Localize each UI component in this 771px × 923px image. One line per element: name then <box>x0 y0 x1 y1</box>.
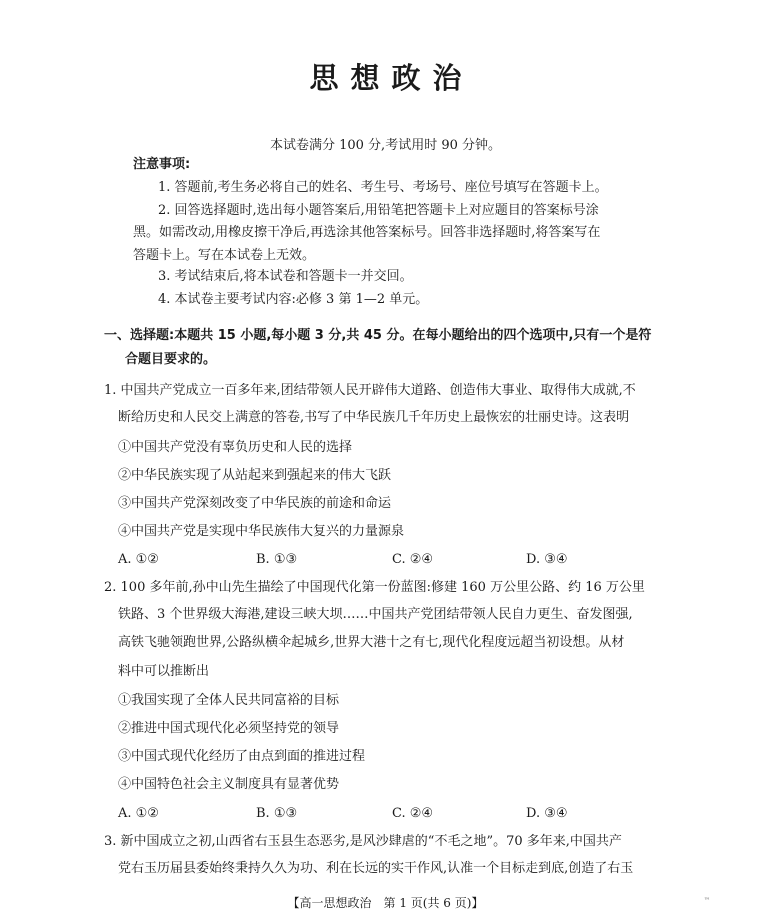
q1-stem: 断给历史和人民交上满意的答卷,书写了中华民族几千年历史上最恢宏的壮丽史诗。这表明 <box>118 410 630 425</box>
q1-option-a[interactable]: A. ①② <box>118 552 159 567</box>
q2-option-c[interactable]: C. ②④ <box>392 806 434 821</box>
page-title: 思想政治 <box>309 61 474 95</box>
section-heading: 一、选择题:本题共 15 小题,每小题 3 分,共 45 分。在每小题给出的四个选项中,只有一个是符 <box>104 328 652 343</box>
q2-stem: 铁路、3 个世界级大海港,建设三峡大坝……中国共产党团结带领人民自力更生、奋发图强, <box>118 607 633 622</box>
section-heading-cont: 合题目要求的。 <box>125 352 217 367</box>
page-footer: 【高一思想政治 第 1 页(共 6 页)】 <box>287 896 484 910</box>
q2-stem: 2. 100 多年前,孙中山先生描绘了中国现代化第一份蓝图:修建 160 万公里公路、约 16 万公里 <box>104 580 645 595</box>
notice-line: 4. 本试卷主要考试内容:必修 3 第 1—2 单元。 <box>158 292 429 307</box>
q3-stem: 3. 新中国成立之初,山西省右玉县生态恶劣,是风沙肆虐的“不毛之地”。70 多年来,中国共产 <box>104 834 622 849</box>
subtitle: 本试卷满分 100 分,考试用时 90 分钟。 <box>269 138 502 153</box>
q1-option-b[interactable]: B. ①③ <box>256 552 298 567</box>
notice-line: 2. 回答选择题时,选出每小题答案后,用铅笔把答题卡上对应题目的答案标号涂 <box>158 203 599 218</box>
q2-stem: 高铁飞驰领跑世界,公路纵横伞起城乡,世界大港十之有七,现代化程度远超当初设想。从材 <box>118 635 625 650</box>
notice-line: 黑。如需改动,用橡皮擦干净后,再选涂其他答案标号。回答非选择题时,将答案写在 <box>133 225 601 240</box>
q1-stem: 1. 中国共产党成立一百多年来,团结带领人民开辟伟大道路、创造伟大事业、取得伟大成就,不 <box>104 383 636 398</box>
notice-line: 3. 考试结束后,将本试卷和答题卡一并交回。 <box>158 269 413 284</box>
q2-item: ②推进中国式现代化必须坚持党的领导 <box>118 721 340 736</box>
q1-item: ④中国共产党是实现中华民族伟大复兴的力量源泉 <box>118 524 405 539</box>
q1-item: ①中国共产党没有辜负历史和人民的选择 <box>118 440 353 455</box>
q2-item: ④中国特色社会主义制度具有显著优势 <box>118 777 340 792</box>
q1-item: ②中华民族实现了从站起来到强起来的伟大飞跃 <box>118 468 392 483</box>
q2-option-b[interactable]: B. ①③ <box>256 806 298 821</box>
notice-line: 1. 答题前,考生务必将自己的姓名、考生号、考场号、座位号填写在答题卡上。 <box>158 180 608 195</box>
q2-stem: 料中可以推断出 <box>118 664 210 679</box>
q3-stem: 党右玉历届县委始终秉持久久为功、利在长远的实干作风,认准一个目标走到底,创造了右玉 <box>118 861 634 876</box>
q1-item: ③中国共产党深刻改变了中华民族的前途和命运 <box>118 496 392 511</box>
notice-line: 答题卡上。写在本试卷上无效。 <box>133 248 316 263</box>
q2-option-d[interactable]: D. ③④ <box>526 806 568 821</box>
corner-mark: ™ <box>704 897 710 904</box>
q2-item: ①我国实现了全体人民共同富裕的目标 <box>118 693 340 708</box>
q1-option-d[interactable]: D. ③④ <box>526 552 568 567</box>
notice-heading: 注意事项: <box>133 157 191 172</box>
q1-option-c[interactable]: C. ②④ <box>392 552 434 567</box>
q2-option-a[interactable]: A. ①② <box>118 806 159 821</box>
q2-item: ③中国式现代化经历了由点到面的推进过程 <box>118 749 366 764</box>
